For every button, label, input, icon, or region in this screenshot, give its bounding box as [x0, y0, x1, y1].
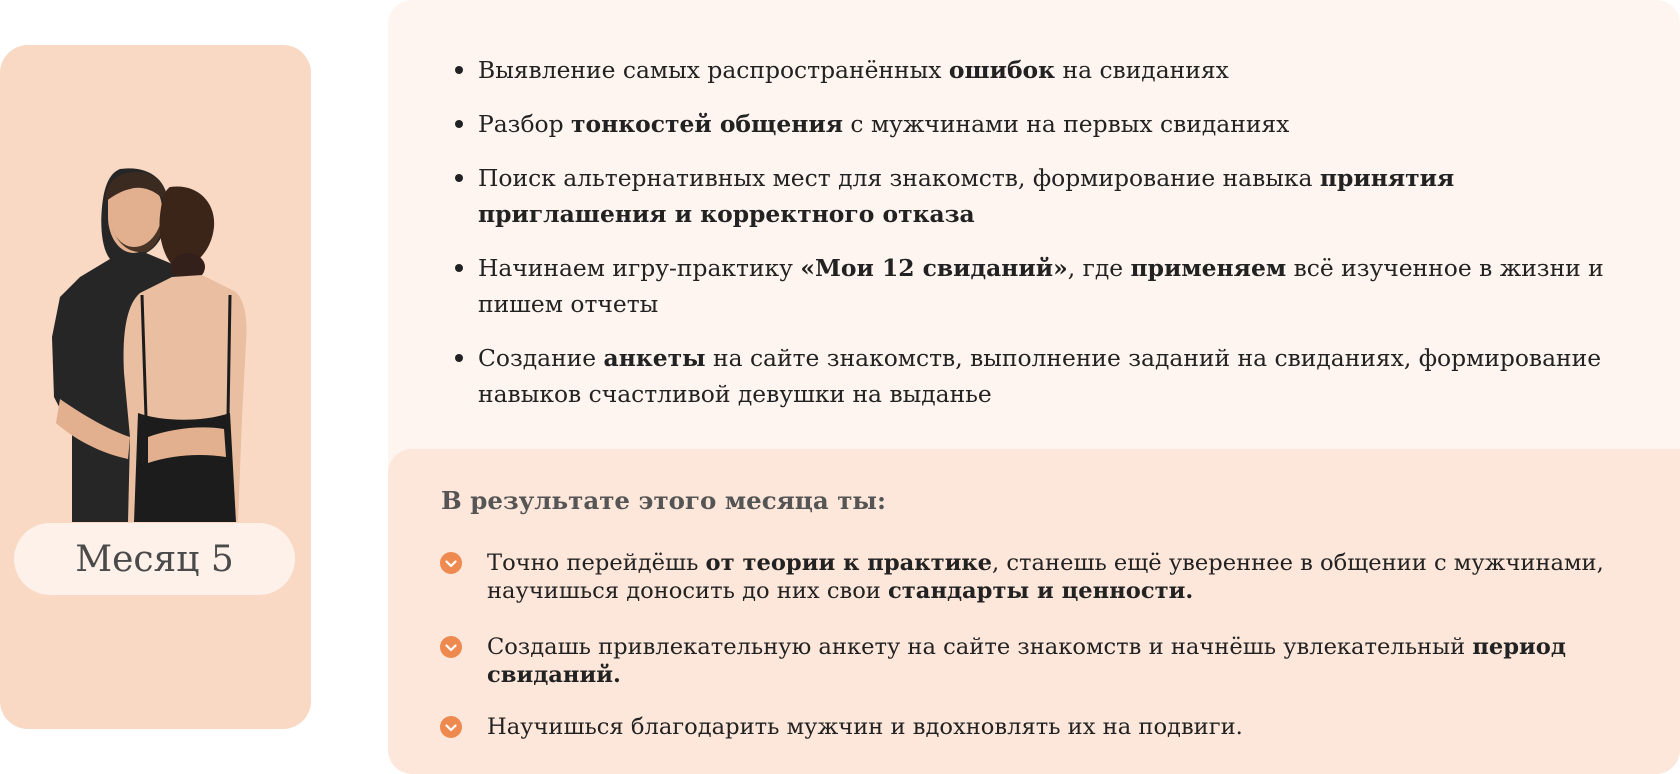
bold-text: ошибок	[948, 56, 1056, 84]
topic-item	[454, 250, 1634, 322]
bold-text: тонкостей общения	[571, 110, 843, 138]
text: на свиданиях	[1055, 56, 1229, 84]
results-title: В результате этого месяца ты:	[441, 486, 887, 515]
text: Создашь привлекательную анкету на сайте знакомств и начнёшь увлекательный	[487, 634, 1473, 660]
couple-photo	[50, 167, 260, 522]
bold-text: от теории к практике	[705, 550, 993, 576]
text: Начинаем игру-практику	[478, 254, 801, 282]
text: Точно перейдёшь	[487, 550, 706, 576]
content-panel	[388, 0, 1680, 774]
text: , где	[1067, 254, 1131, 282]
topic-item	[454, 160, 1634, 232]
result-item	[440, 633, 1640, 689]
text: Научишься благодарить мужчин и вдохновлять их на подвиги.	[487, 714, 1243, 740]
month-card	[0, 45, 311, 729]
results-box	[388, 449, 1680, 774]
text: Создание	[478, 344, 604, 372]
topic-item	[454, 106, 1634, 142]
bold-text: период свиданий.	[487, 634, 1566, 688]
month-label: Месяц 5	[14, 523, 295, 595]
result-item	[440, 713, 1640, 741]
text: на сайте знакомств, выполнение заданий на свиданиях, формирование навыков счастливой девушки на выданье	[478, 344, 1602, 408]
bold-text: применяем	[1130, 254, 1287, 282]
text: Разбор	[478, 110, 572, 138]
check-circle-icon	[440, 716, 462, 738]
bold-text: «Мои 12 свиданий»	[800, 254, 1068, 282]
result-item	[440, 549, 1640, 605]
text: Поиск альтернативных мест для знакомств, формирование навыка	[478, 164, 1320, 192]
bold-text: принятия приглашения и корректного отказа	[478, 164, 1455, 228]
text: с мужчинами на первых свиданиях	[842, 110, 1290, 138]
topics-list	[454, 52, 1634, 430]
couple-photo-icon	[50, 167, 260, 522]
text: , станешь ещё увереннее в общении с мужчинами, научишься доносить до них свои	[487, 550, 1604, 604]
bold-text: стандарты и ценности.	[888, 578, 1194, 604]
text: Выявление самых распространённых	[478, 56, 949, 84]
text: всё изученное в жизни и пишем отчеты	[478, 254, 1604, 318]
check-circle-icon	[440, 552, 462, 574]
topic-item	[454, 340, 1634, 412]
bold-text: анкеты	[603, 344, 706, 372]
results-list	[440, 549, 1640, 769]
topic-item	[454, 52, 1634, 88]
check-circle-icon	[440, 636, 462, 658]
